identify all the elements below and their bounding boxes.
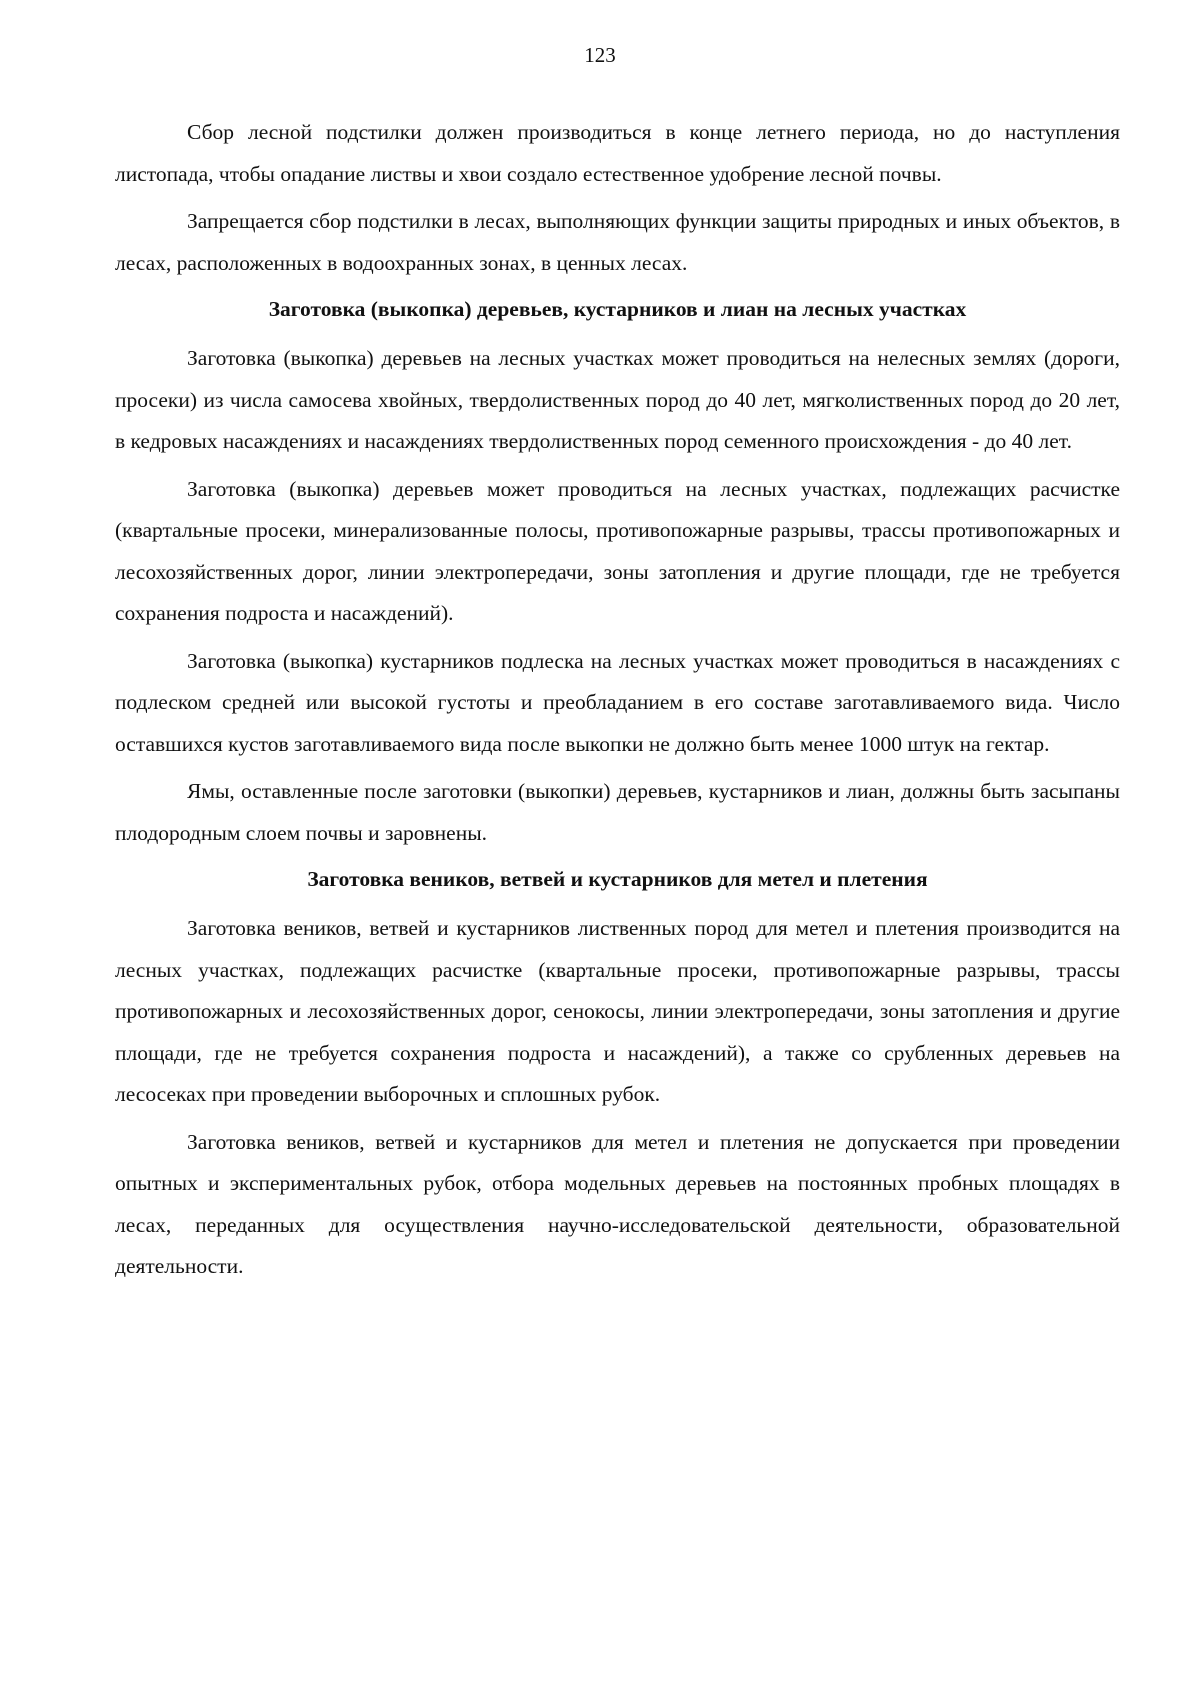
paragraph: Заготовка веников, ветвей и кустарников лиственных пород для метел и плетения производится на лесных участках, подлежащих расчистке (квартальные просеки, противопожарные разрывы, трассы противопожарных и лесохозяйственных дорог, сенокосы, линии электропередачи, зоны затопления и другие площади, где не требуется сохранения подроста и насаждений), а также со срубленных деревьев на лесосеках при проведении выборочных и сплошных рубок. — [115, 916, 1120, 1106]
section-heading: Заготовка (выкопка) деревьев, кустарников и лиан на лесных участках — [268, 297, 967, 321]
paragraph: Запрещается сбор подстилки в лесах, выполняющих функции защиты природных и иных объектов, в лесах, расположенных в водоохранных зонах, в ценных лесах. — [115, 209, 1120, 275]
document-body — [115, 112, 1120, 1294]
paragraph: Заготовка (выкопка) кустарников подлеска на лесных участках может проводиться в насаждениях с подлеском средней или высокой густоты и преобладанием в его составе заготавливаемого вида. Число оставшихся кустов заготавливаемого вида после выкопки не должно быть менее 1000 штук на гектар. — [115, 648, 1120, 756]
paragraph: Сбор лесной подстилки должен производиться в конце летнего периода, но до наступления листопада, чтобы опадание листвы и хвои создало естественное удобрение лесной почвы. — [115, 120, 1120, 186]
paragraph: Заготовка веников, ветвей и кустарников для метел и плетения не допускается при проведении опытных и экспериментальных рубок, отбора модельных деревьев на постоянных пробных площадях в лесах, переданных для осуществления научно-исследовательской деятельности, образовательной деятельности. — [115, 1129, 1120, 1278]
paragraph: Заготовка (выкопка) деревьев может проводиться на лесных участках, подлежащих расчистке (квартальные просеки, минерализованные полосы, противопожарные разрывы, трассы противопожарных и лесохозяйственных дорог, линии электропередачи, зоны затопления и другие площади, где не требуется сохранения подроста и насаждений). — [115, 476, 1120, 625]
paragraph: Заготовка (выкопка) деревьев на лесных участках может проводиться на нелесных землях (дороги, просеки) из числа самосева хвойных, твердолиственных пород до 40 лет, мягколиственных пород до 20 лет, в кедровых насаждениях и насаждениях твердолиственных пород семенного происхождения - до 40 лет. — [115, 346, 1120, 453]
paragraph: Ямы, оставленные после заготовки (выкопки) деревьев, кустарников и лиан, должны быть засыпаны плодородным слоем почвы и заровнены. — [115, 779, 1120, 845]
section-heading: Заготовка веников, ветвей и кустарников для метел и плетения — [307, 867, 928, 891]
page-number: 123 — [584, 43, 616, 67]
